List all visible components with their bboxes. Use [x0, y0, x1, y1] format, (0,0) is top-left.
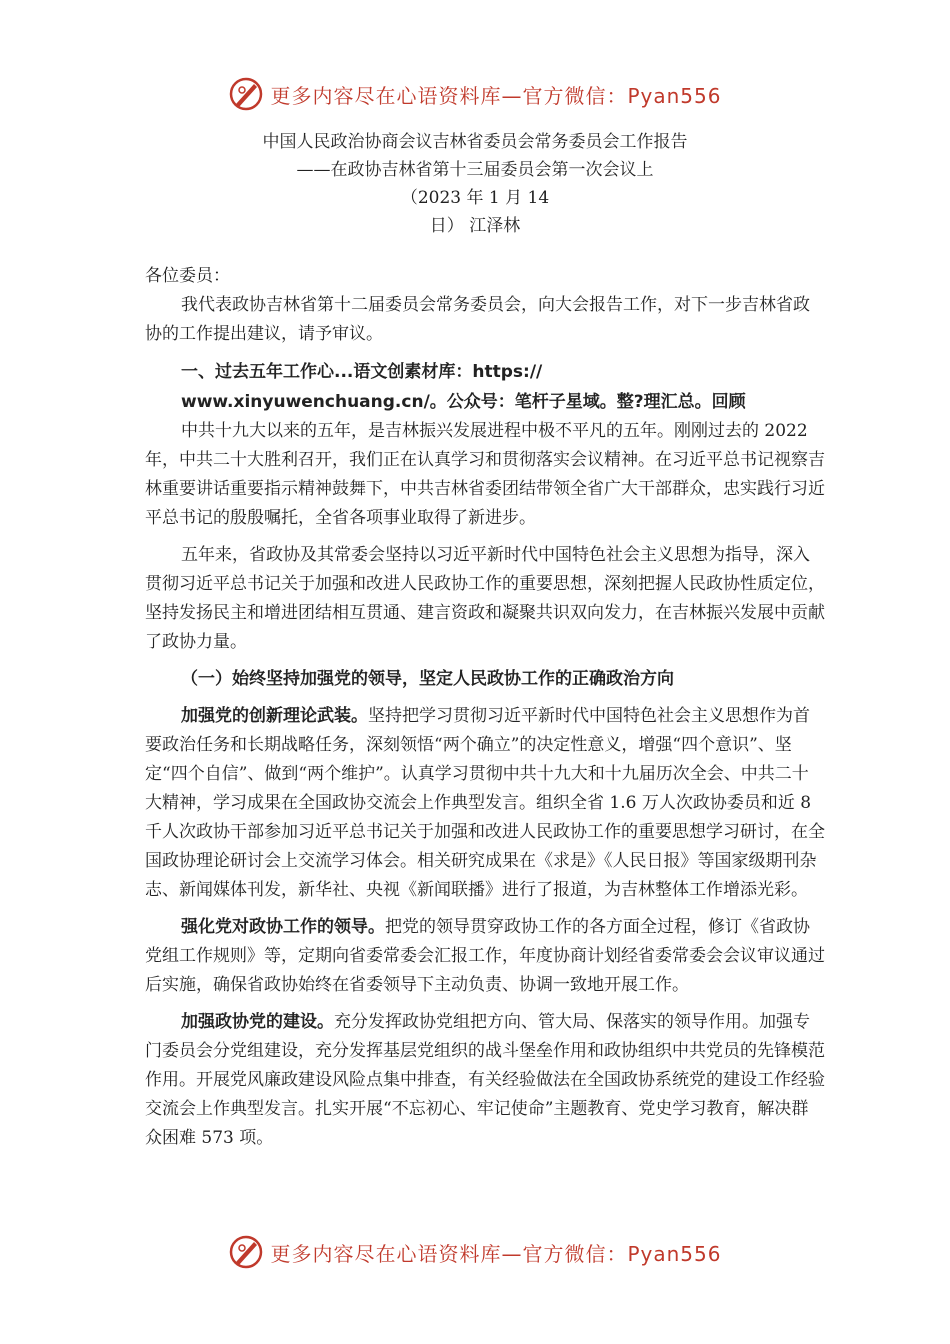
- paragraph: 五年来，省政协及其常委会坚持以习近平新时代中国特色社会主义思想为指导，深入贯彻习近平总书记关于加强和改进人民政协工作的重要思想，深刻把握人民政协性质定位，坚持发扬民主和增进团结相互贯通、建言资政和凝聚共识双向发力，在吉林振兴发展中贡献了政协力量。: [145, 545, 825, 652]
- document-date-line-2: 日） 江泽林: [429, 216, 521, 236]
- paragraph: [145, 702, 825, 905]
- document-title: 中国人民政治协商会议吉林省委员会常务委员会工作报告: [262, 132, 688, 152]
- paragraph: [145, 913, 825, 1000]
- document-subtitle: ——在政协吉林省第十三届委员会第一次会议上: [296, 160, 654, 180]
- paragraph-lead: 强化党对政协工作的领导。: [181, 917, 385, 937]
- paragraph-text: 把党的领导贯穿政协工作的各方面全过程，修订《省政协党组工作规则》等，定期向省委常委会汇报工作，年度协商计划经省委常委会会议审议通过后实施，确保省政协始终在省委领导下主动负责、协调一致地开展工作。: [145, 917, 825, 995]
- paragraph-lead: 加强政协党的建设。: [181, 1012, 334, 1032]
- document-date-line-1: （2023 年 1 月 14: [400, 188, 550, 208]
- paragraph-text: 充分发挥政协党组把方向、管大局、保落实的领导作用。加强专门委员会分党组建设，充分发挥基层党组织的战斗堡垒作用和政协组织中共党员的先锋模范作用。开展党风廉政建设风险点集中排查，有关经验做法在全国政协系统党的建设工作经验交流会上作典型发言。扎实开展“不忘初心、牢记使命”主题教育、党史学习教育，解决群众困难 573 项。: [145, 1012, 825, 1148]
- watermark-text: 更多内容尽在心语资料库—官方微信：Pyan556: [270, 83, 722, 108]
- section-heading-line-2: www.xinyuwenchuang.cn/。公众号：笔杆子星域。整?理汇总。回顾: [181, 392, 746, 412]
- paragraph: [145, 1008, 825, 1153]
- watermark-banner-bottom: [0, 1230, 950, 1274]
- document-header: [0, 128, 950, 240]
- watermark-banner-top: [0, 72, 950, 116]
- pen-logo-icon: [228, 76, 264, 112]
- intro-paragraph: 我代表政协吉林省第十二届委员会常务委员会，向大会报告工作，对下一步吉林省政协的工作提出建议，请予审议。: [145, 295, 810, 344]
- paragraph: 中共十九大以来的五年，是吉林振兴发展进程中极不平凡的五年。刚刚过去的 2022 年，中共二十大胜利召开，我们正在认真学习和贯彻落实会议精神。在习近平总书记视察吉林重要讲话重要指示精神鼓舞下，中共吉林省委团结带领全省广大干部群众，忠实践行习近平总书记的殷殷嘱托，全省各项事业取得了新进步。: [145, 421, 825, 528]
- document-body: [145, 262, 825, 1153]
- pen-logo-icon: [228, 1234, 264, 1270]
- watermark-text: 更多内容尽在心语资料库—官方微信：Pyan556: [270, 1241, 722, 1266]
- salutation: 各位委员：: [145, 266, 230, 286]
- paragraph-text: 坚持把学习贯彻习近平新时代中国特色社会主义思想作为首要政治任务和长期战略任务，深刻领悟“两个确立”的决定性意义，增强“四个意识”、坚定“四个自信”、做到“两个维护”。认真学习贯彻中共十九大和十九届历次全会、中共二十大精神，学习成果在全国政协交流会上作典型发言。组织全省 1.6 万人次政协委员和近 8 千人次政协干部参加习近平总书记关于加强和改进人民政协工作的重要思想学习研讨，在全国政协理论研讨会上交流学习体会。相关研究成果在《求是》《人民日报》等国家级期刊杂志、新闻媒体刊发，新华社、央视《新闻联播》进行了报道，为吉林整体工作增添光彩。: [145, 706, 825, 900]
- section-heading-line-1: 一、过去五年工作心...语文创素材库：https://: [181, 362, 543, 382]
- subsection-heading: （一）始终坚持加强党的领导，坚定人民政协工作的正确政治方向: [181, 669, 674, 689]
- paragraph-lead: 加强党的创新理论武装。: [181, 706, 368, 726]
